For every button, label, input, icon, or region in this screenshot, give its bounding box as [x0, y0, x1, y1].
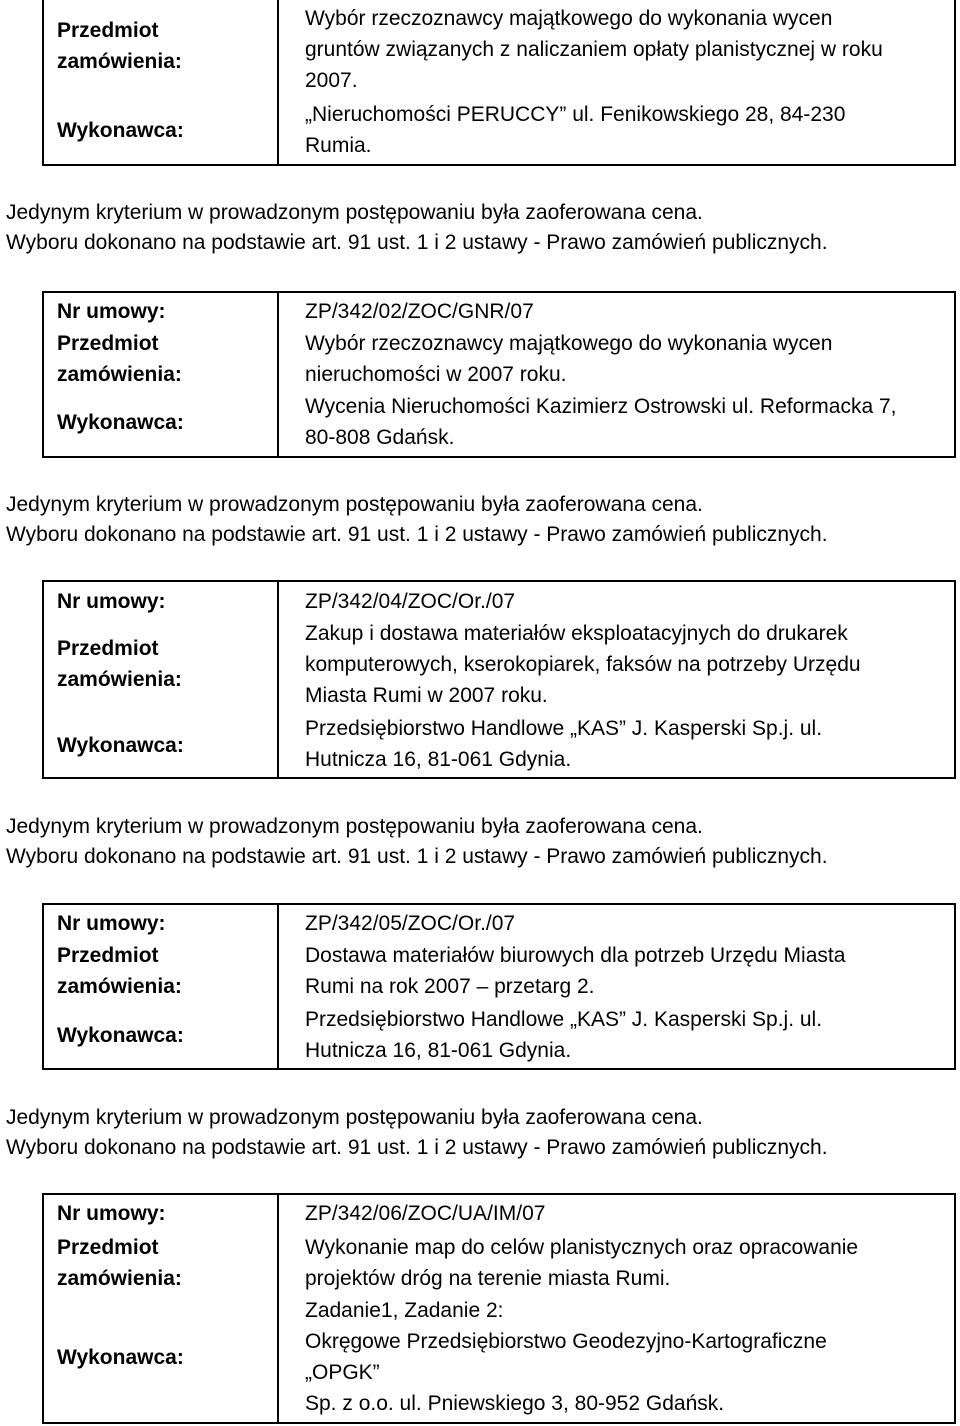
wykonawca-value: Przedsiębiorstwo Handlowe „KAS” J. Kasperski Sp.j. ul. Hutnicza 16, 81-061 Gdynia.: [305, 1008, 823, 1062]
label-przedmiot: Przedmiot zamówienia:: [57, 637, 182, 691]
label-przedmiot: Przedmiot zamówienia:: [57, 19, 182, 73]
table-divider: [277, 0, 279, 166]
criterion-note-3: Jedynym kryterium w prowadzonym postępowaniu była zaoferowana cena. Wyboru dokonano na podstawie art. 91 ust. 1 i 2 ustawy - Prawo zamówień publicznych.: [6, 815, 828, 868]
label-przedmiot: Przedmiot zamówienia:: [57, 332, 182, 386]
nr-umowy-value: ZP/342/04/ZOC/Or./07: [305, 590, 516, 613]
label-nr-umowy: Nr umowy:: [57, 590, 166, 613]
label-nr-umowy: Nr umowy:: [57, 1202, 166, 1225]
criterion-note-4: Jedynym kryterium w prowadzonym postępowaniu była zaoferowana cena. Wyboru dokonano na podstawie art. 91 ust. 1 i 2 ustawy - Prawo zamówień publicznych.: [6, 1106, 828, 1159]
przedmiot-value: Wybór rzeczoznawcy majątkowego do wykonania wycen nieruchomości w 2007 roku.: [305, 332, 833, 386]
nr-umowy-value: ZP/342/05/ZOC/Or./07: [305, 912, 516, 935]
criterion-note-2: Jedynym kryterium w prowadzonym postępowaniu była zaoferowana cena. Wyboru dokonano na podstawie art. 91 ust. 1 i 2 ustawy - Prawo zamówień publicznych.: [6, 493, 828, 546]
label-wykonawca: Wykonawca:: [57, 411, 184, 434]
table-divider: [277, 1193, 279, 1424]
contract-table-4: [42, 903, 956, 1070]
contract-table-2: [42, 291, 956, 458]
wykonawca-value: Wycenia Nieruchomości Kazimierz Ostrowski ul. Reformacka 7, 80-808 Gdańsk.: [305, 395, 897, 449]
przedmiot-value: Dostawa materiałów biurowych dla potrzeb Urzędu Miasta Rumi na rok 2007 – przetarg 2.: [305, 944, 846, 998]
contract-table-3: [42, 580, 956, 779]
contract-table-5: [42, 1193, 956, 1424]
wykonawca-value: Przedsiębiorstwo Handlowe „KAS” J. Kasperski Sp.j. ul. Hutnicza 16, 81-061 Gdynia.: [305, 717, 823, 771]
label-przedmiot: Przedmiot zamówienia:: [57, 944, 182, 998]
label-nr-umowy: Nr umowy:: [57, 300, 166, 323]
nr-umowy-value: ZP/342/06/ZOC/UA/IM/07: [305, 1202, 546, 1225]
przedmiot-value: Wybór rzeczoznawcy majątkowego do wykonania wycen gruntów związanych z naliczaniem opłaty planistycznej w roku 2007.: [305, 7, 883, 92]
label-wykonawca: Wykonawca:: [57, 119, 184, 142]
criterion-note-1: Jedynym kryterium w prowadzonym postępowaniu była zaoferowana cena. Wyboru dokonano na podstawie art. 91 ust. 1 i 2 ustawy - Prawo zamówień publicznych.: [6, 201, 828, 254]
label-wykonawca: Wykonawca:: [57, 1346, 184, 1369]
nr-umowy-value: ZP/342/02/ZOC/GNR/07: [305, 300, 534, 323]
label-przedmiot: Przedmiot zamówienia:: [57, 1236, 182, 1290]
table-divider: [277, 291, 279, 458]
table-divider: [277, 903, 279, 1070]
label-wykonawca: Wykonawca:: [57, 1024, 184, 1047]
contract-table-1: [42, 0, 956, 166]
wykonawca-value: „Nieruchomości PERUCCY” ul. Fenikowskiego 28, 84-230 Rumia.: [305, 103, 846, 157]
wykonawca-value: Zadanie1, Zadanie 2: Okręgowe Przedsiębiorstwo Geodezyjno-Kartograficzne „OPGK” Sp. z o.o. ul. Pniewskiego 3, 80-952 Gdańsk.: [305, 1299, 827, 1415]
przedmiot-value: Zakup i dostawa materiałów eksploatacyjnych do drukarek komputerowych, kserokopiarek, faksów na potrzeby Urzędu Miasta Rumi w 2007 roku.: [305, 622, 861, 707]
table-divider: [277, 580, 279, 779]
przedmiot-value: Wykonanie map do celów planistycznych oraz opracowanie projektów dróg na terenie miasta Rumi.: [305, 1236, 859, 1290]
label-nr-umowy: Nr umowy:: [57, 912, 166, 935]
label-wykonawca: Wykonawca:: [57, 734, 184, 757]
